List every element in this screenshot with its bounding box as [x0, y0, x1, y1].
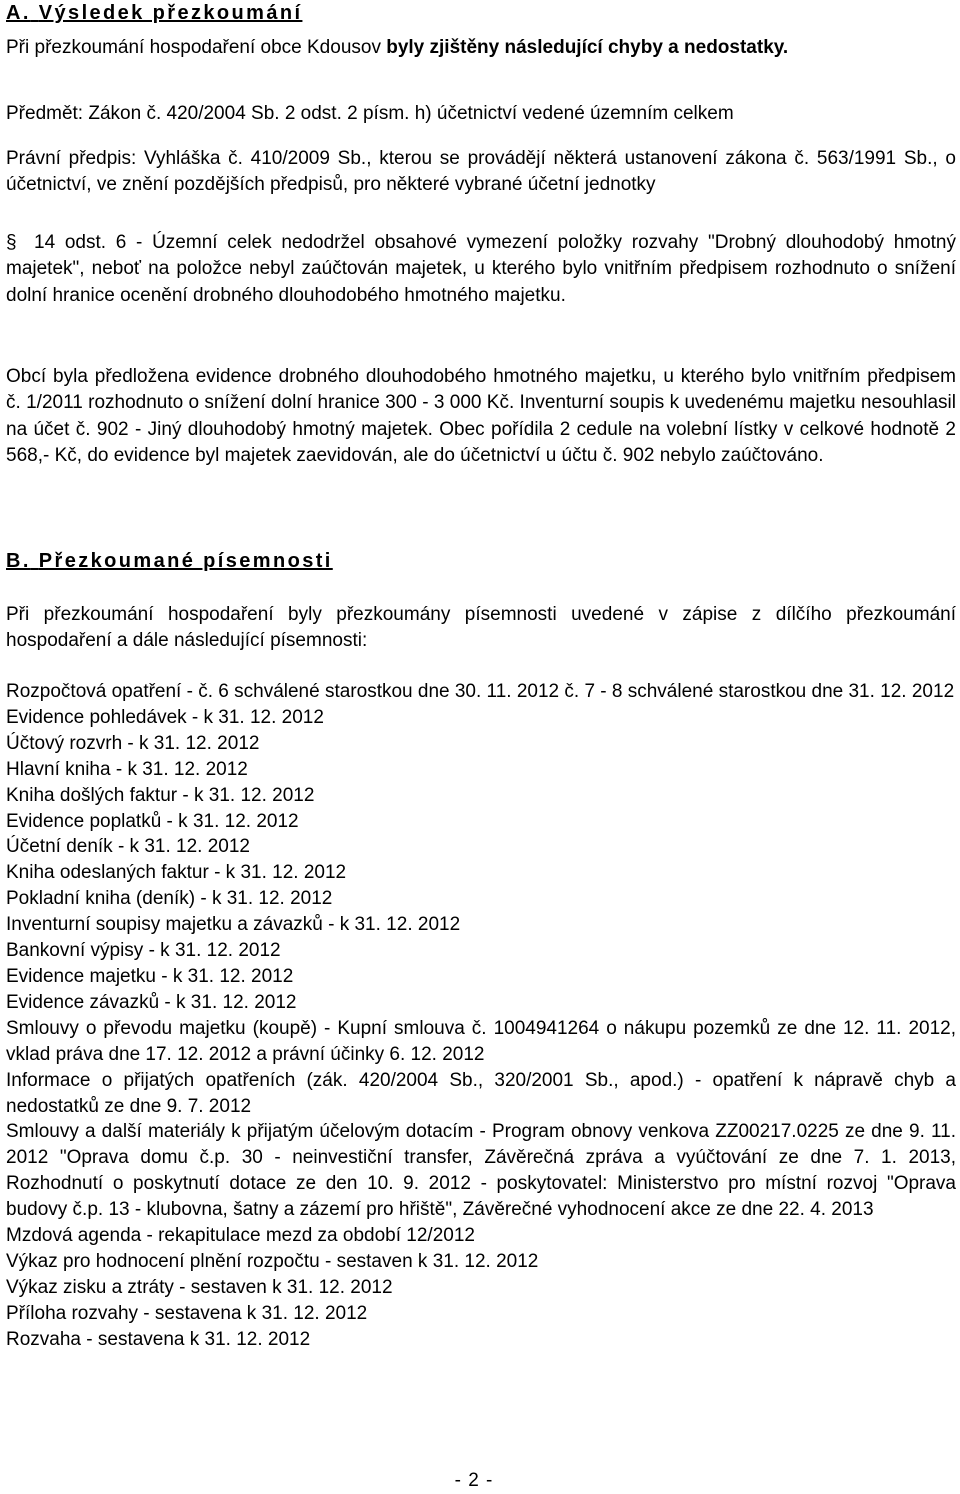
- section-a-intro: [6, 36, 788, 60]
- document-list-item: Evidence majetku - k 31. 12. 2012: [6, 965, 294, 987]
- document-list-item: Hlavní kniha - k 31. 12. 2012: [6, 758, 248, 780]
- document-list-item: Výkaz zisku a ztráty - sestaven k 31. 12. 2012: [6, 1276, 393, 1298]
- finding-text: 14 odst. 6 - Územní celek nedodržel obsahové vymezení položky rozvahy "Drobný dlouhodobý hmotný majetek", neboť na položce nebyl zaúčtován majetek, u kterého bylo vnitřním předpisem rozhodnuto o snížení dolní hranice ocenění drobného dlouhodobého hmotného majetku.: [6, 232, 956, 306]
- document-list-item: Smlouvy a další materiály k přijatým účelovým dotacím - Program obnovy venkova ZZ00217.0225 ze dne 9. 11. 2012 "Oprava domu č.p. 30 - neinvestiční transfer, Závěrečná zpráva a vyúčtování ze dne 7. 1. 2013, Rozhodnutí o poskytnutí dotace ze den 10. 9. 2012 - poskytovatel: Ministerstvo pro místní rozvoj "Oprava budovy č.p. 13 - klubovna, šatny a zázemí pro hřiště", Závěrečné vyhodnocení akce ze dne 22. 4. 2013: [6, 1121, 956, 1221]
- document-list-item: Mzdová agenda - rekapitulace mezd za období 12/2012: [6, 1225, 475, 1247]
- subject-line: Předmět: Zákon č. 420/2004 Sb. 2 odst. 2 písm. h) účetnictví vedené územním celkem: [6, 103, 734, 124]
- document-list-item: Bankovní výpisy - k 31. 12. 2012: [6, 940, 281, 962]
- document-list-item: Evidence pohledávek - k 31. 12. 2012: [6, 706, 324, 728]
- document-list-item: Evidence poplatků - k 31. 12. 2012: [6, 810, 299, 832]
- document-list-item: Informace o přijatých opatřeních (zák. 420/2004 Sb., 320/2001 Sb., apod.) - opatření k nápravě chyb a nedostatků ze dne 9. 7. 2012: [6, 1069, 956, 1117]
- details-paragraph: Obcí byla předložena evidence drobného dlouhodobého hmotného majetku, u kterého bylo vnitřním předpisem č. 1/2011 rozhodnuto o snížení dolní hranice 300 - 3 000 Kč. Inventurní soupis k uvedenému majetku nesouhlasil na účet č. 902 - Jiný dlouhodobý hmotný majetek. Obec pořídila 2 cedule na volební lístky v celkové hodnotě 2 568,- Kč, do evidence byl majetek zaevidován, ale do účetnictví u účtu č. 902 nebylo zaúčtováno.: [6, 366, 956, 466]
- section-b-intro: Při přezkoumání hospodaření byly přezkoumány písemnosti uvedené v zápise z dílčího přezkoumání hospodaření a dále následující písemnosti:: [6, 604, 956, 652]
- intro-text: Při přezkoumání hospodaření obce Kdousov: [6, 37, 387, 58]
- document-list-item: Příloha rozvahy - sestavena k 31. 12. 2012: [6, 1302, 368, 1324]
- document-list-item: Účtový rozvrh - k 31. 12. 2012: [6, 732, 260, 754]
- document-list-item: Kniha došlých faktur - k 31. 12. 2012: [6, 784, 315, 806]
- document-list-item: Účetní deník - k 31. 12. 2012: [6, 836, 250, 858]
- document-list-item: Pokladní kniha (deník) - k 31. 12. 2012: [6, 888, 333, 910]
- document-list-item: Kniha odeslaných faktur - k 31. 12. 2012: [6, 862, 347, 884]
- intro-bold-text: byly zjištěny následující chyby a nedostatky.: [386, 37, 789, 58]
- regulation-paragraph: Právní předpis: Vyhláška č. 410/2009 Sb., kterou se provádějí některá ustanovení zákona č. 563/1991 Sb., o účetnictví, ve znění pozdějších předpisů, pro některé vybrané účetní jednotky: [6, 148, 956, 196]
- section-a-heading: [6, 0, 302, 26]
- document-list-item: Rozpočtová opatření - č. 6 schválené starostkou dne 30. 11. 2012 č. 7 - 8 schválené starostkou dne 31. 12. 2012: [6, 681, 955, 702]
- document-list-item: Inventurní soupisy majetku a závazků - k 31. 12. 2012: [6, 914, 461, 936]
- section-b-letter: B.: [6, 550, 31, 572]
- finding-paragraph: [6, 230, 956, 309]
- document-list-item: Evidence závazků - k 31. 12. 2012: [6, 991, 297, 1013]
- page-number: - 2 -: [454, 1470, 494, 1491]
- document-list-item: Rozvaha - sestavena k 31. 12. 2012: [6, 1328, 311, 1350]
- documents-list: [6, 679, 956, 1353]
- section-a-title: Výsledek přezkoumání: [38, 2, 303, 24]
- section-b-title: Přezkoumané písemnosti: [38, 550, 333, 572]
- section-b-heading: [6, 548, 333, 574]
- document-list-item: Výkaz pro hodnocení plnění rozpočtu - sestaven k 31. 12. 2012: [6, 1250, 539, 1272]
- paragraph-symbol: §: [6, 232, 17, 253]
- document-list-item: Smlouvy o převodu majetku (koupě) - Kupní smlouva č. 1004941264 o nákupu pozemků ze dne 12. 11. 2012, vklad práva dne 17. 12. 2012 a právní účinky 6. 12. 2012: [6, 1017, 956, 1065]
- section-a-letter: A.: [6, 2, 31, 24]
